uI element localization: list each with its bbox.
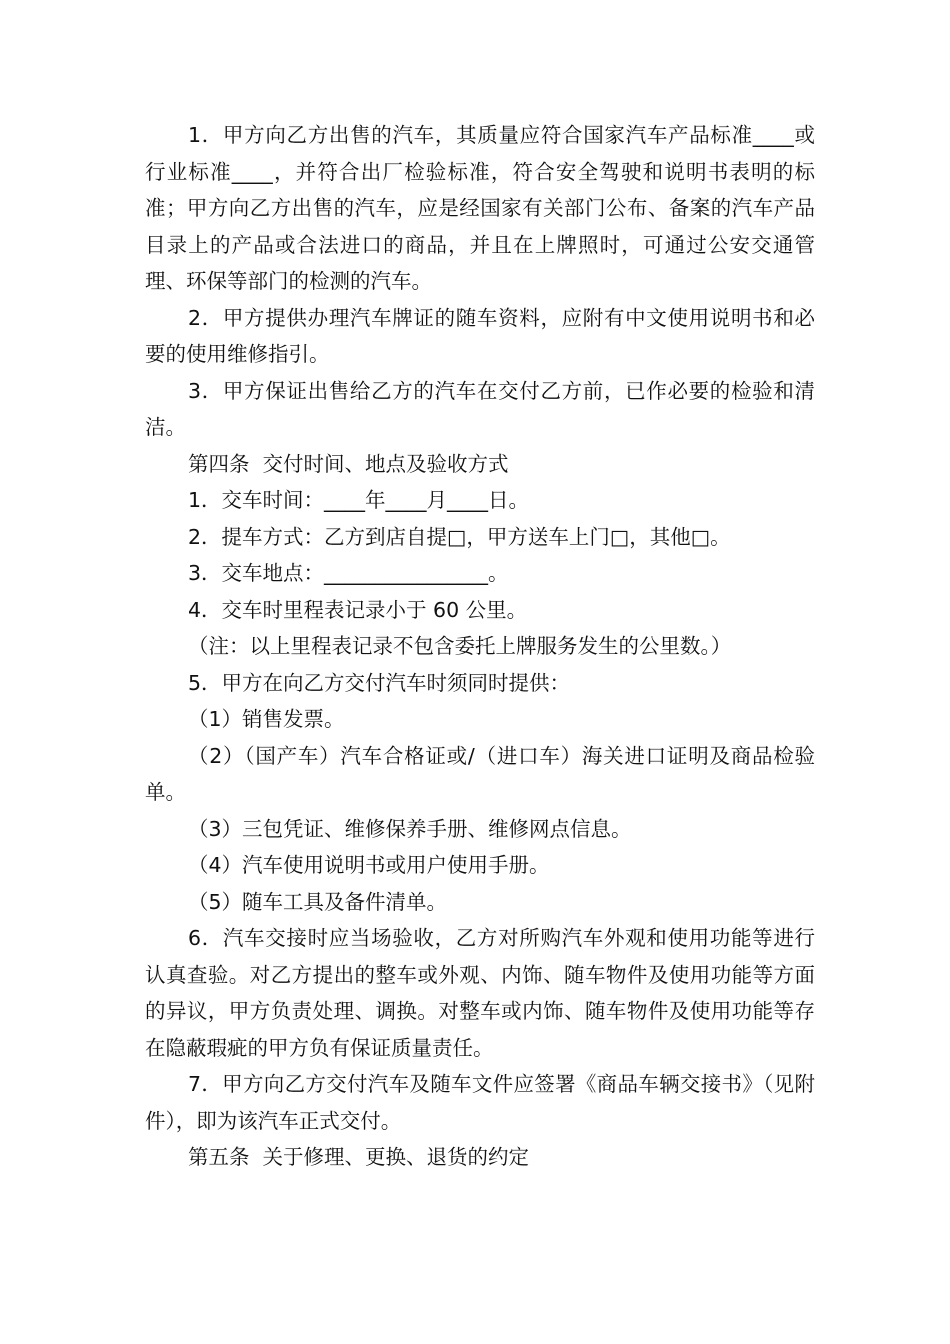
clause-4-item-7: 7．甲方向乙方交付汽车及随车文件应签署《商品车辆交接书》（见附件），即为该汽车正式交付。 — [145, 1072, 815, 1133]
article-4-heading: 第四条 交付时间、地点及验收方式 — [188, 451, 509, 476]
clause-4-item-1: 1．交车时间：____年____月____日。 — [188, 488, 530, 512]
clause-4-item-5-sub-1: （1）销售发票。 — [188, 707, 345, 731]
clause-4-item-3: 3．交车地点：________________。 — [188, 561, 509, 585]
clause-3-item-2: 2．甲方提供办理汽车牌证的随车资料，应附有中文使用说明书和必要的使用维修指引。 — [145, 305, 815, 366]
clause-4-item-5-sub-2: （2）（国产车）汽车合格证或/（进口车）海关进口证明及商品检验单。 — [145, 743, 815, 804]
clause-4-note: （注：以上里程表记录不包含委托上牌服务发生的公里数。） — [188, 634, 732, 658]
clause-4-item-5: 5．甲方在向乙方交付汽车时须同时提供： — [188, 670, 571, 695]
clause-4-item-5-sub-4: （4）汽车使用说明书或用户使用手册。 — [188, 853, 550, 877]
clause-4-item-2: 2．提车方式：乙方到店自提□，甲方送车上门□，其他□。 — [188, 524, 731, 549]
clause-3-item-1: 1．甲方向乙方出售的汽车，其质量应符合国家汽车产品标准____或行业标准____，并符合出厂检验标准，符合安全驾驶和说明书表明的标准；甲方向乙方出售的汽车，应是经国家有关部门公布、备案的汽车产品目录上的产品或合法进口的商品，并且在上牌照时，可通过公安交通管理、环保等部门的检测的汽车。 — [145, 123, 815, 293]
article-5-heading: 第五条 关于修理、更换、退货的约定 — [188, 1145, 530, 1169]
clause-4-item-5-sub-5: （5）随车工具及备件清单。 — [188, 889, 448, 914]
clause-4-item-6: 6．汽车交接时应当场验收，乙方对所购汽车外观和使用功能等进行认真查验。对乙方提出的整车或外观、内饰、随车物件及使用功能等方面的异议，甲方负责处理、调换。对整车或内饰、随车物件及使用功能等存在隐蔽瑕疵的甲方负有保证质量责任。 — [145, 926, 815, 1060]
clause-3-item-3: 3．甲方保证出售给乙方的汽车在交付乙方前，已作必要的检验和清洁。 — [145, 378, 815, 439]
clause-4-item-5-sub-3: （3）三包凭证、维修保养手册、维修网点信息。 — [188, 816, 632, 841]
document-body — [145, 117, 815, 1176]
clause-4-item-4: 4．交车时里程表记录小于 60 公里。 — [188, 597, 528, 622]
